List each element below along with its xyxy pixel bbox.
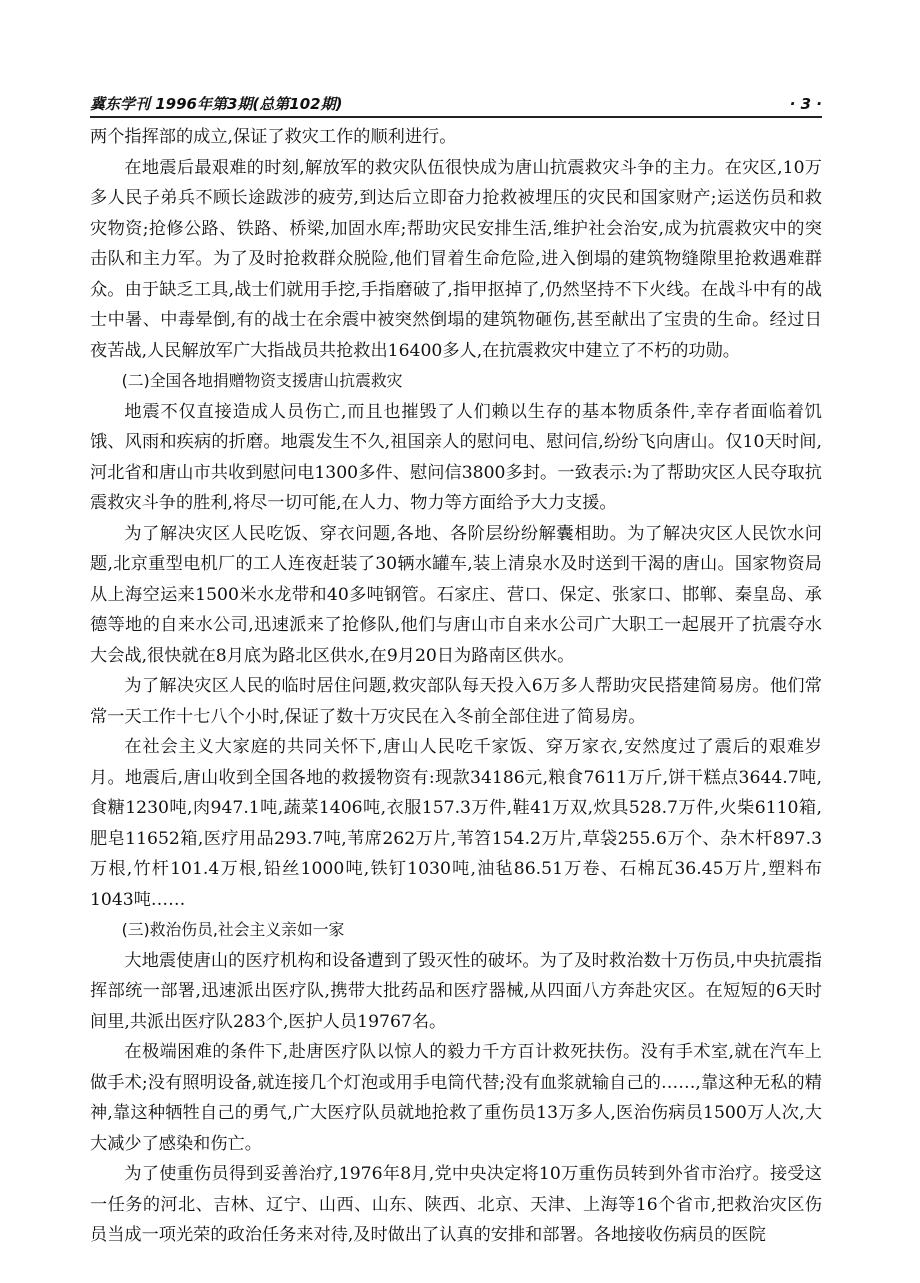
journal-citation: 冀东学刊 1996年第3期(总第102期) [90,95,343,113]
section-heading: (二)全国各地捐赠物资支援唐山抗震救灾 [121,371,403,390]
paragraph: 为了解决灾区人民的临时居住问题,救灾部队每天投入6万多人帮助灾民搭建简易房。他们常常一天工作十七八个小时,保证了数十万灾民在入冬前全部住进了简易房。 [90,676,822,727]
paragraph: 在极端困难的条件下,赴唐医疗队以惊人的毅力千方百计救死扶伤。没有手术室,就在汽车上做手术;没有照明设备,就连接几个灯泡或用手电筒代替;没有血浆就输自己的……,靠这种无私的精神,靠这种牺牲自己的勇气,广大医疗队员就地抢救了重伤员13万多人,医治伤病员1500万人次,大大减少了感染和伤亡。 [90,1042,822,1154]
journal-page [90,94,822,1251]
paragraph: 在社会主义大家庭的共同关怀下,唐山人民吃千家饭、穿万家衣,安然度过了震后的艰难岁月。地震后,唐山收到全国各地的救援物资有:现款34186元,粮食7611万斤,饼干糕点3644.7吨,食糖1230吨,肉947.1吨,蔬菜1406吨,衣服157.3万件,鞋41万双,炊具528.7万件,火柴6110箱,肥皂11652箱,医疗用品293.7吨,苇席262万片,苇笤154.2万片,草袋255.6万个、杂木杆897.3万根,竹杆101.4万根,铅丝1000吨,铁钉1030吨,油毡86.51万卷、石棉瓦36.45万片,塑料布1043吨…… [90,737,822,910]
page-number: · 3 · [789,95,822,113]
paragraph: 大地震使唐山的医疗机构和设备遭到了毁灭性的破坏。为了及时救治数十万伤员,中央抗震指挥部统一部署,迅速派出医疗队,携带大批药品和医疗器械,从四面八方奔赴灾区。在短短的6天时间里,共派出医疗队283个,医护人员19767名。 [90,950,822,1032]
paragraph: 为了使重伤员得到妥善治疗,1976年8月,党中央决定将10万重伤员转到外省市治疗。接受这一任务的河北、吉林、辽宁、山西、山东、陕西、北京、天津、上海等16个省市,把救治灾区伤员当成一项光荣的政治任务来对待,及时做出了认真的安排和部署。各地接收伤病员的医院 [90,1164,822,1245]
paragraph: 为了解决灾区人民吃饭、穿衣问题,各地、各阶层纷纷解囊相助。为了解决灾区人民饮水问题,北京重型电机厂的工人连夜赶装了30辆水罐车,装上清泉水及时送到干渴的唐山。国家物资局从上海空运来1500米水龙带和40多吨钢管。石家庄、营口、保定、张家口、邯郸、秦皇岛、承德等地的自来水公司,迅速派来了抢修队,他们与唐山市自来水公司广大职工一起展开了抗震夺水大会战,很快就在8月底为路北区供水,在9月20日为路南区供水。 [90,523,822,666]
paragraph: 地震不仅直接造成人员伤亡,而且也摧毁了人们赖以生存的基本物质条件,幸存者面临着饥饿、风雨和疾病的折磨。地震发生不久,祖国亲人的慰问电、慰问信,纷纷飞向唐山。仅10天时间,河北省和唐山市共收到慰问电1300多件、慰问信3800多封。一致表示:为了帮助灾区人民夺取抗震救灾斗争的胜利,将尽一切可能,在人力、物力等方面给予大力支援。 [90,401,822,513]
running-header [90,94,822,118]
paragraph: 两个指挥部的成立,保证了救灾工作的顺利进行。 [90,127,457,147]
section-heading: (三)救治伤员,社会主义亲如一家 [121,920,345,939]
paragraph: 在地震后最艰难的时刻,解放军的救灾队伍很快成为唐山抗震救灾斗争的主力。在灾区,10万多人民子弟兵不顾长途跋涉的疲劳,到达后立即奋力抢救被埋压的灾民和国家财产;运送伤员和救灾物资;抢修公路、铁路、桥梁,加固水库;帮助灾民安排生活,维护社会治安,成为抗震救灾中的突击队和主力军。为了及时抢救群众脱险,他们冒着生命危险,进入倒塌的建筑物缝隙里抢救遇难群众。由于缺乏工具,战士们就用手挖,手指磨破了,指甲抠掉了,仍然坚持不下火线。在战斗中有的战士中暑、中毒晕倒,有的战士在余震中被突然倒塌的建筑物砸伤,甚至献出了宝贵的生命。经过日夜苦战,人民解放军广大指战员共抢救出16400多人,在抗震救灾中建立了不朽的功勋。 [90,157,822,361]
article-body [90,122,822,1251]
